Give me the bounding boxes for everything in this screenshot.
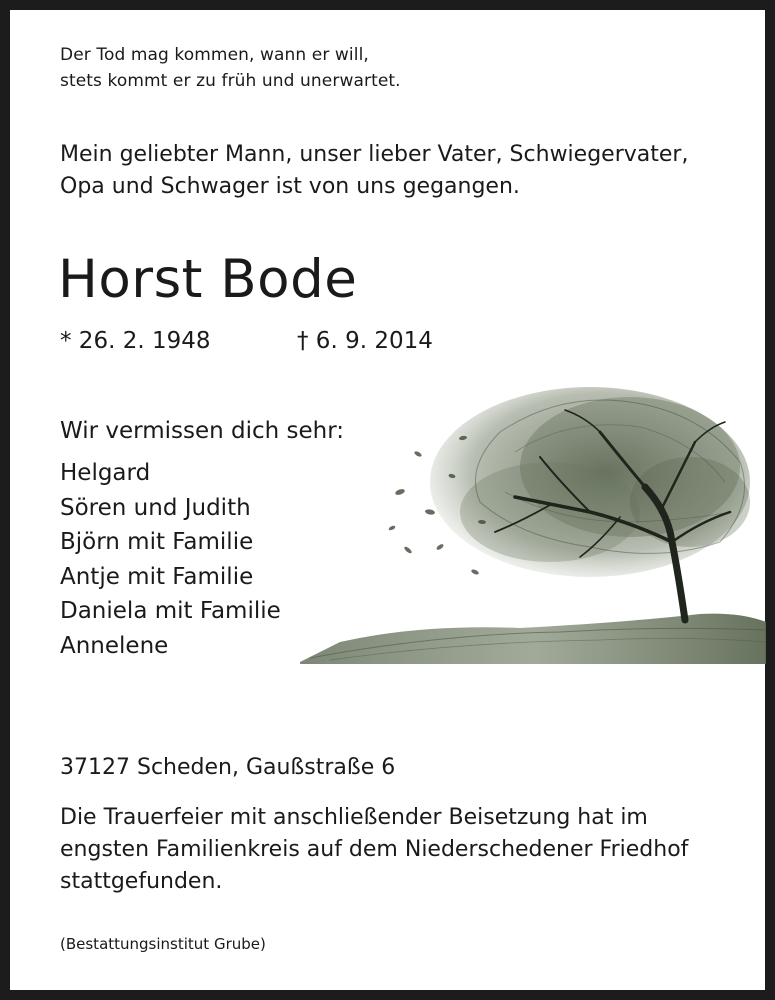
death-date: † 6. 9. 2014 [297,328,433,354]
funeral-notice-line-2: engsten Familienkreis auf dem Niederschedener Friedhof [60,837,689,862]
motto-line-1: Der Tod mag kommen, wann er will, [60,45,369,65]
mourner-name: Helgard [60,460,151,486]
mourner-name: Annelene [60,632,169,659]
life-dates [60,325,433,357]
windswept-tree-illustration [300,372,766,664]
undertaker-credit: (Bestattungsinstitut Grube) [60,935,266,953]
motto-line-2: stets kommt er zu früh und unerwartet. [60,71,401,91]
mourner-name: Sören und Judith [60,494,251,521]
mourner-name: Antje mit Familie [60,563,254,590]
ground [300,614,766,664]
birth-date: * 26. 2. 1948 [60,328,211,354]
announcement [60,139,688,203]
funeral-notice-line-3: stattgefunden. [60,869,223,894]
funeral-notice-line-1: Die Trauerfeier mit anschließender Beisetzung hat im [60,805,648,830]
deceased-name: Horst Bode [58,249,358,310]
mourner-name: Björn mit Familie [60,529,254,555]
announcement-line-1: Mein geliebter Mann, unser lieber Vater, Schwiegervater, [60,142,689,167]
mourners-list [60,456,281,663]
mourners-heading: Wir vermissen dich sehr: [60,418,345,444]
mourner-name: Daniela mit Familie [60,598,281,624]
motto [60,42,401,94]
funeral-notice [60,802,740,898]
family-address: 37127 Scheden, Gaußstraße 6 [60,755,396,780]
announcement-line-2: Opa und Schwager ist von uns gegangen. [60,174,520,199]
